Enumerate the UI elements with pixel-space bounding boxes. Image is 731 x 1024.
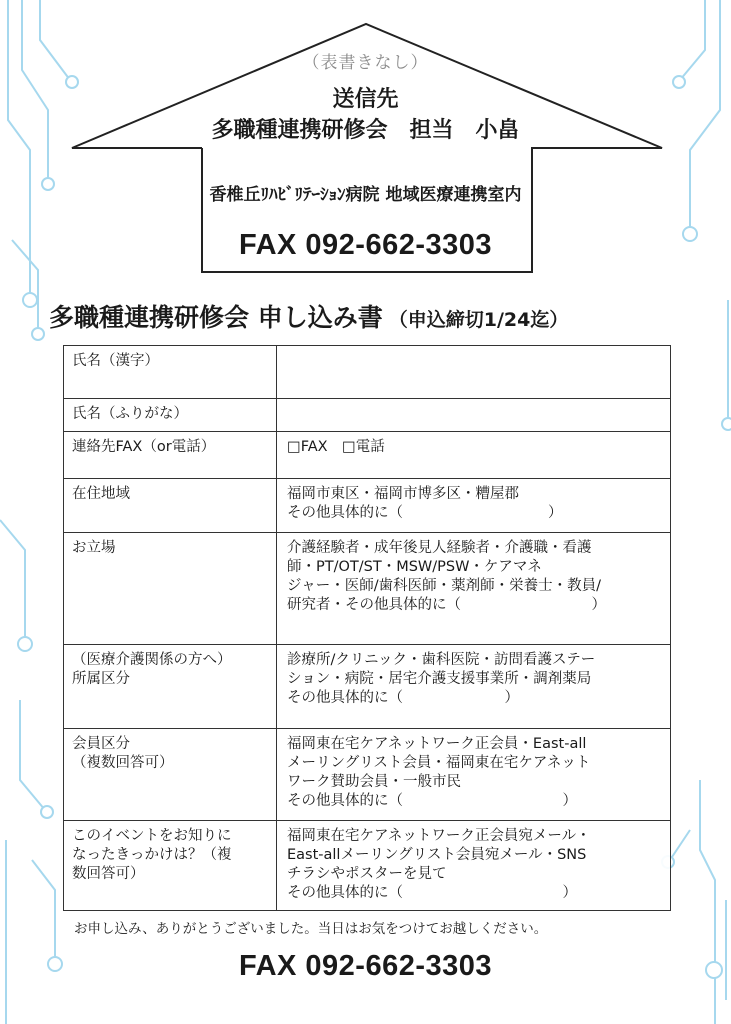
form-row-membership — [64, 729, 671, 821]
label-name-furigana: 氏名（ふりがな） — [64, 399, 277, 432]
input-affiliation[interactable]: 診療所/クリニック・歯科医院・訪問看護ステー ション・病院・居宅介護支援事業所・調剤薬局 その他具体的に（ ） — [277, 645, 671, 729]
no-address-note: （表書きなし） — [302, 53, 429, 73]
form-row-referral — [64, 821, 671, 911]
label-name-kanji: 氏名（漢字） — [64, 346, 277, 399]
form-row-name-furigana — [64, 399, 671, 432]
thanks-message: お申し込み、ありがとうございました。当日はお気をつけてお越しください。 — [74, 921, 548, 937]
input-position[interactable]: 介護経験者・成年後見人経験者・介護職・看護 師・PT/OT/ST・MSW/PSW・ケアマネ ジャー・医師/歯科医師・薬剤師・栄養士・教員/ 研究者・その他具体的に（ ） — [277, 533, 671, 645]
label-contact: 連絡先FAX（or電話） — [64, 432, 277, 479]
label-position: お立場 — [64, 533, 277, 645]
form-row-name-kanji — [64, 346, 671, 399]
form-deadline: （申込締切1/24迄） — [388, 309, 569, 331]
label-affiliation: （医療介護関係の方へ） 所属区分 — [64, 645, 277, 729]
input-name-kanji[interactable] — [277, 346, 671, 399]
fax-number-top: FAX 092-662-3303 — [238, 229, 493, 261]
application-form-table — [63, 345, 671, 911]
recipient-department: 多職種連携研修会 担当 小畠 — [211, 118, 520, 143]
form-row-contact — [64, 432, 671, 479]
label-area: 在住地域 — [64, 479, 277, 533]
fax-number-bottom: FAX 092-662-3303 — [238, 950, 493, 982]
label-referral: このイベントをお知りに なったきっかけは？（複 数回答可） — [64, 821, 277, 911]
recipient-hospital: 香椎丘ﾘﾊﾋﾞﾘﾃｰｼｮﾝ病院 地域医療連携室内 — [209, 185, 522, 205]
input-name-furigana[interactable] — [277, 399, 671, 432]
input-area[interactable]: 福岡市東区・福岡市博多区・糟屋郡 その他具体的に（ ） — [277, 479, 671, 533]
label-membership: 会員区分 （複数回答可） — [64, 729, 277, 821]
input-membership[interactable]: 福岡東在宅ケアネットワーク正会員・East-all メーリングリスト会員・福岡東在宅ケアネット ワーク賛助会員・一般市民 その他具体的に（ ） — [277, 729, 671, 821]
input-contact[interactable]: □FAX □電話 — [277, 432, 671, 479]
recipient-label: 送信先 — [332, 87, 399, 112]
form-title — [49, 298, 568, 334]
form-row-area — [64, 479, 671, 533]
form-title-main: 多職種連携研修会 申し込み書 — [49, 303, 383, 332]
form-row-position — [64, 533, 671, 645]
input-referral[interactable]: 福岡東在宅ケアネットワーク正会員宛メール・ East-allメーリングリスト会員宛メール・SNS チラシやポスターを見て その他具体的に（ ） — [277, 821, 671, 911]
form-row-affiliation — [64, 645, 671, 729]
